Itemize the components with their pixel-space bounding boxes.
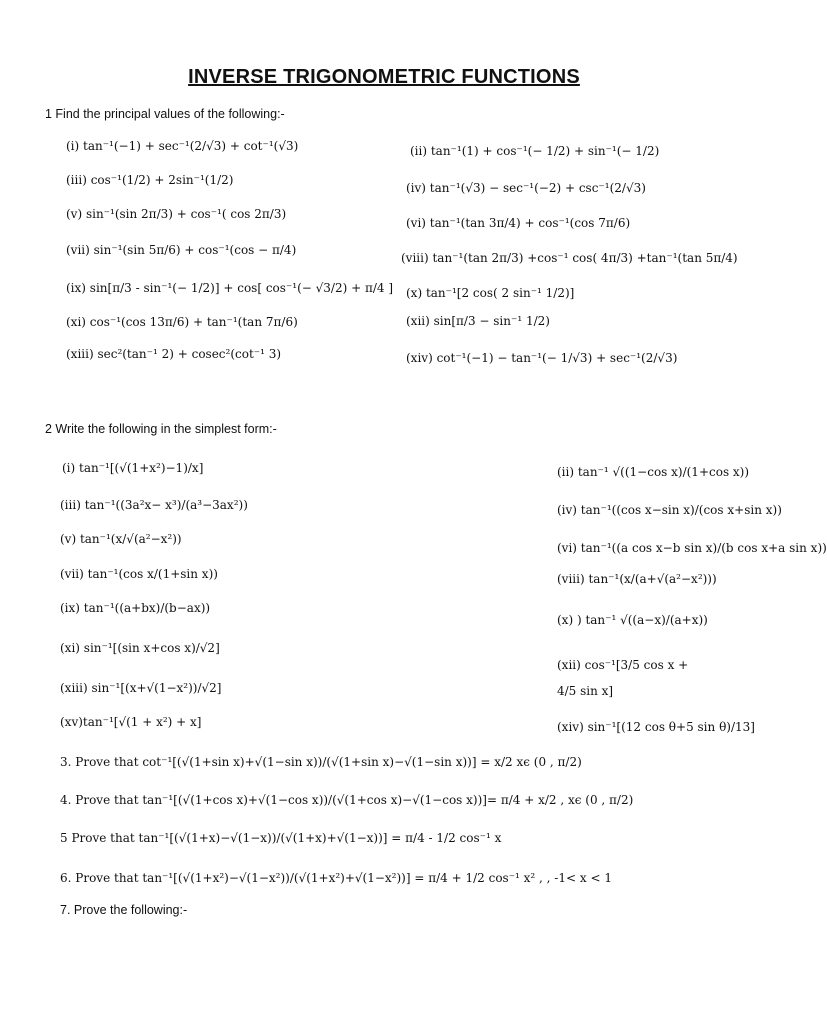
q2-item-ix: (ix) tan⁻¹((a+bx)/(b−ax)) xyxy=(60,601,211,615)
q2-item-vii: (vii) tan⁻¹(cos x/(1+sin x)) xyxy=(60,567,218,581)
q1-item-v: (v) sin⁻¹(sin 2π/3) + cos⁻¹( cos 2π/3) xyxy=(66,207,287,221)
q2-item-x: (x) ) tan⁻¹ √((a−x)/(a+x)) xyxy=(557,613,708,627)
question-3: 3. Prove that cot⁻¹[(√(1+sin x)+√(1−sin x))/(√(1+sin x)−√(1−sin x))] = x/2 xϵ (0 , π/2) xyxy=(60,755,582,769)
q1-item-i: (i) tan⁻¹(−1) + sec⁻¹(2/√3) + cot⁻¹(√3) xyxy=(66,139,299,153)
q1-item-xiii: (xiii) sec²(tan⁻¹ 2) + cosec²(cot⁻¹ 3) xyxy=(66,347,282,361)
page-title: INVERSE TRIGONOMETRIC FUNCTIONS xyxy=(188,66,580,88)
q2-item-ii: (ii) tan⁻¹ √((1−cos x)/(1+cos x)) xyxy=(557,465,750,479)
question-7: 7. Prove the following:- xyxy=(60,903,188,917)
q1-item-xi: (xi) cos⁻¹(cos 13π/6) + tan⁻¹(tan 7π/6) xyxy=(66,315,298,329)
q2-item-iv: (iv) tan⁻¹((cos x−sin x)/(cos x+sin x)) xyxy=(557,503,782,517)
q2-item-vi: (vi) tan⁻¹((a cos x−b sin x)/(b cos x+a sin x)) xyxy=(557,541,827,555)
q2-item-viii: (viii) tan⁻¹(x/(a+√(a²−x²))) xyxy=(557,572,717,586)
q1-item-iii: (iii) cos⁻¹(1/2) + 2sin⁻¹(1/2) xyxy=(66,173,234,187)
q2-item-v: (v) tan⁻¹(x/√(a²−x²)) xyxy=(60,532,182,546)
question-2-heading: 2 Write the following in the simplest form:- xyxy=(45,422,277,436)
question-5: 5 Prove that tan⁻¹[(√(1+x)−√(1−x))/(√(1+x)+√(1−x))] = π/4 - 1/2 cos⁻¹ x xyxy=(60,831,502,845)
q1-item-vi: (vi) tan⁻¹(tan 3π/4) + cos⁻¹(cos 7π/6) xyxy=(406,216,631,230)
q2-item-xii-continued: 4/5 sin x] xyxy=(557,684,614,698)
q2-item-i: (i) tan⁻¹[(√(1+x²)−1)/x] xyxy=(62,461,204,475)
q1-item-xiv: (xiv) cot⁻¹(−1) − tan⁻¹(− 1/√3) + sec⁻¹(2/√3) xyxy=(406,351,678,365)
q2-item-xi: (xi) sin⁻¹[(sin x+cos x)/√2] xyxy=(60,641,220,655)
q2-item-xii: (xii) cos⁻¹[3/5 cos x + xyxy=(557,658,689,672)
q2-item-xiii: (xiii) sin⁻¹[(x+√(1−x²))/√2] xyxy=(60,681,222,695)
q1-item-ix: (ix) sin[π/3 - sin⁻¹(− 1/2)] + cos[ cos⁻¹(− √3/2) + π/4 ] xyxy=(66,281,393,295)
q1-item-xii: (xii) sin[π/3 − sin⁻¹ 1/2) xyxy=(406,314,550,328)
q1-item-iv: (iv) tan⁻¹(√3) − sec⁻¹(−2) + csc⁻¹(2/√3) xyxy=(406,181,646,195)
q2-item-iii: (iii) tan⁻¹((3a²x− x³)/(a³−3ax²)) xyxy=(60,498,248,512)
question-6: 6. Prove that tan⁻¹[(√(1+x²)−√(1−x²))/(√(1+x²)+√(1−x²))] = π/4 + 1/2 cos⁻¹ x² , , -1< x < 1 xyxy=(60,871,612,885)
q1-item-vii: (vii) sin⁻¹(sin 5π/6) + cos⁻¹(cos − π/4) xyxy=(66,243,297,257)
q1-item-x: (x) tan⁻¹[2 cos( 2 sin⁻¹ 1/2)] xyxy=(406,286,575,300)
question-1-heading: 1 Find the principal values of the following:- xyxy=(45,107,285,121)
q1-item-ii: (ii) tan⁻¹(1) + cos⁻¹(− 1/2) + sin⁻¹(− 1/2) xyxy=(410,144,660,158)
q2-item-xv: (xv)tan⁻¹[√(1 + x²) + x] xyxy=(60,715,202,729)
q2-item-xiv: (xiv) sin⁻¹[(12 cos θ+5 sin θ)/13] xyxy=(557,720,755,734)
q1-item-viii: (viii) tan⁻¹(tan 2π/3) +cos⁻¹ cos( 4π/3) +tan⁻¹(tan 5π/4) xyxy=(401,251,738,265)
question-4: 4. Prove that tan⁻¹[(√(1+cos x)+√(1−cos x))/(√(1+cos x)−√(1−cos x))]= π/4 + x/2 , xϵ (0 , π/2) xyxy=(60,793,634,807)
